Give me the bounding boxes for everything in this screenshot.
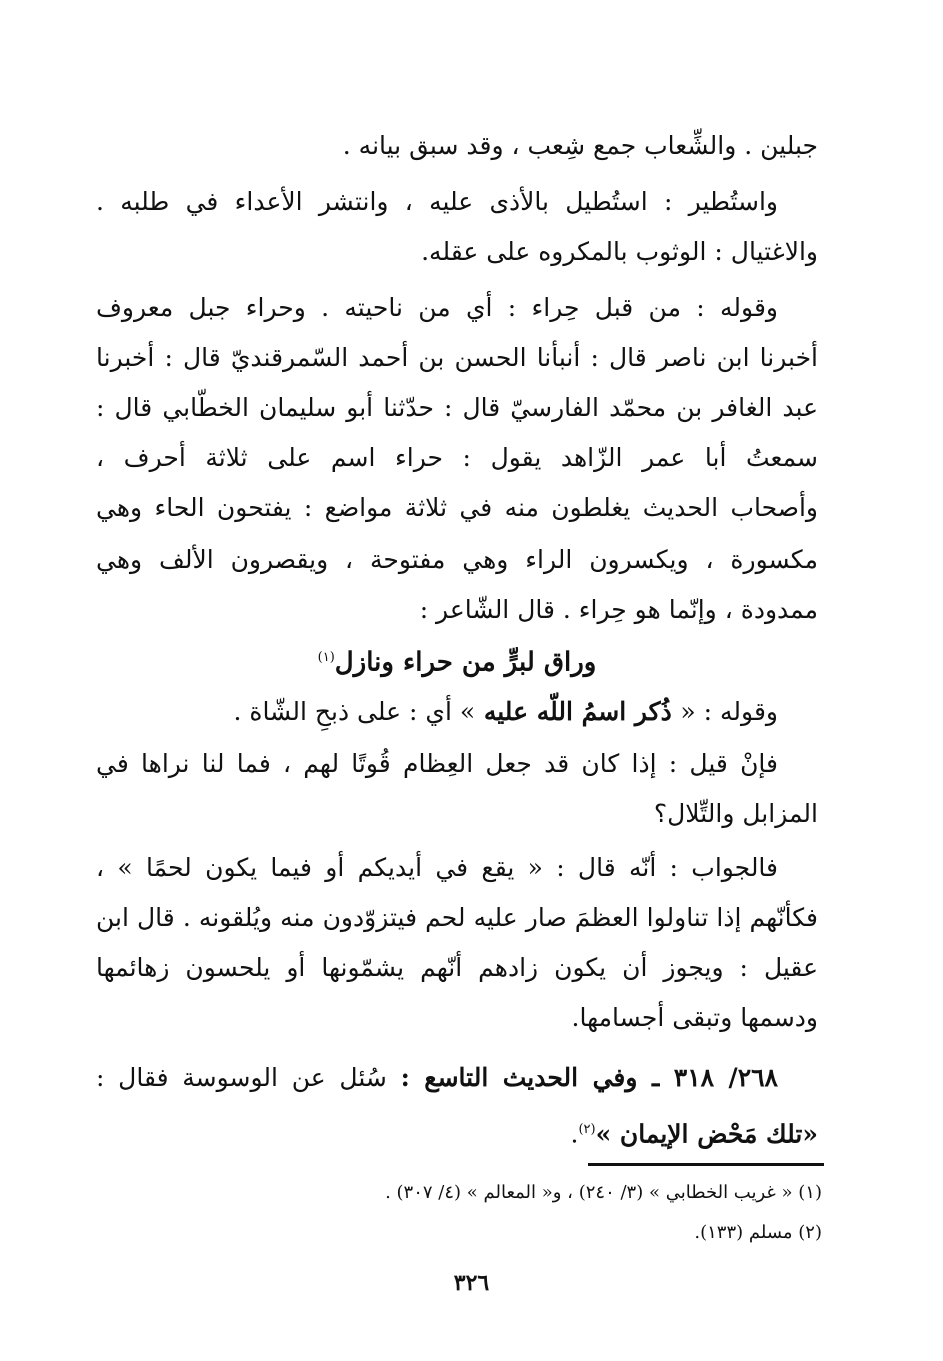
text-line-4: وقوله : من قبل حِراء : أي من ناحيته . وحراء جبل معروف xyxy=(96,293,778,322)
text-line-8: وأصحاب الحديث يغلطون منه في ثلاثة مواضع : يفتحون الحاء وهي xyxy=(96,493,818,522)
text-line-10: ممدودة ، وإنّما هو حِراء . قال الشّاعر : xyxy=(419,595,818,624)
text-line-question-2: المزابل والتِّلال؟ xyxy=(653,799,818,828)
text-line-9: مكسورة ، ويكسرون الراء وهي مفتوحة ، ويقصرون الألف وهي xyxy=(96,545,818,574)
hadith-quote-line xyxy=(96,1110,818,1154)
hadith-number-bold: ٢٦٨/ ٣١٨ ـ وفي الحديث التاسع : xyxy=(400,1063,778,1092)
page-number: ٣٢٦ xyxy=(453,1270,490,1296)
text-line-1: جبلين . والشِّعاب جمع شِعب ، وقد سبق بيانه . xyxy=(342,131,818,160)
footnote-ref-2: (٢) xyxy=(578,1122,596,1137)
text-line-answer-3: عقيل : ويجوز أن يكون زادهم أنّهم يشمّونها أو يلحسون زهائمها xyxy=(96,953,818,982)
footnote-1: (١) « غريب الخطابي » (٣/ ٢٤٠) ، و« المعالم » (٤/ ٣٠٧) . xyxy=(385,1182,822,1203)
verse-text: وراق لبرٍّ من حراء ونازل xyxy=(334,647,597,678)
dhikr-prefix: وقوله : « xyxy=(680,697,778,726)
text-line-answer-4: ودسمها وتبقى أجسامها. xyxy=(571,1003,818,1032)
hadith-heading-line xyxy=(96,1058,818,1098)
text-line-2: واستُطير : استُطيل بالأذى عليه ، وانتشر الأعداء في طلبه . xyxy=(96,187,779,216)
text-line-answer-2: فكأنّهم إذا تناولوا العظمَ صار عليه لحم فيتزوّدون منه ويُلقونه . قال ابن xyxy=(96,903,818,932)
text-line-6: عبد الغافر بن محمّد الفارسيّ قال : حدّثنا أبو سليمان الخطّابي قال : xyxy=(96,393,818,422)
hadith-end: . xyxy=(570,1119,579,1149)
text-line-dhikr xyxy=(96,692,818,732)
text-line-5: أخبرنا ابن ناصر قال : أنبأنا الحسن بن أحمد السّمرقنديّ قال : أخبرنا xyxy=(96,343,818,372)
text-line-question-1: فإنْ قيل : إذا كان قد جعل العِظام قُوتًا لهم ، فما لنا نراها في xyxy=(96,749,778,778)
dhikr-bold-phrase: ذُكر اسمُ اللّه عليه xyxy=(475,697,681,726)
dhikr-suffix: » أي : على ذبحِ الشّاة . xyxy=(233,697,476,726)
text-line-answer-1: فالجواب : أنّه قال : « يقع في أيديكم أو فيما يكون لحمًا » ، xyxy=(96,853,778,882)
footnote-2: (٢) مسلم (١٣٣). xyxy=(694,1222,822,1243)
poetry-verse xyxy=(96,638,818,683)
hadith-question: سُئل عن الوسوسة فقال : xyxy=(96,1063,401,1092)
text-line-3: والاغتيال : الوثوب بالمكروه على عقله. xyxy=(421,237,818,266)
footnote-separator xyxy=(588,1163,824,1166)
footnote-ref-1: (١) xyxy=(317,650,335,665)
hadith-quote: «تلك مَحْض الإيمان » xyxy=(595,1119,818,1149)
text-line-7: سمعتُ أبا عمر الزّاهد يقول : حراء اسم على ثلاثة أحرف ، xyxy=(96,443,818,472)
